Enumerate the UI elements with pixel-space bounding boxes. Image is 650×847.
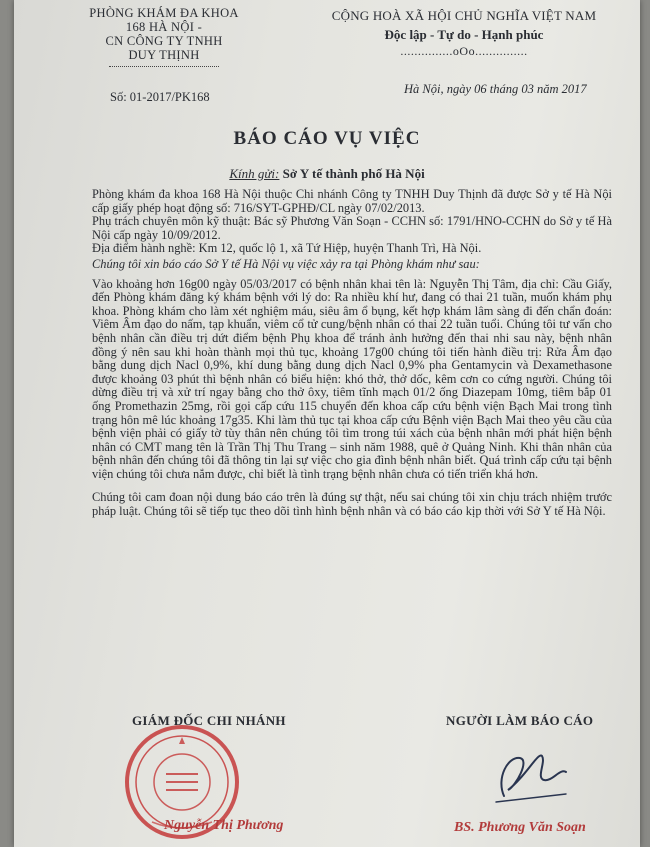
clinic-name-line-1: PHÒNG KHÁM ĐA KHOA: [89, 6, 239, 20]
document-title: BÁO CÁO VỤ VIỆC: [233, 128, 421, 149]
national-motto: Độc lập - Tự do - Hạnh phúc: [384, 27, 544, 42]
paragraph-intro: Chúng tôi xin báo cáo Sở Y tế Hà Nội vụ việc xảy ra tại Phòng khám như sau:: [92, 256, 480, 271]
clinic-header: [84, 6, 244, 67]
paragraph-address: Địa điểm hành nghề: Km 12, quốc lộ 1, xã Tứ Hiệp, huyện Thanh Trì, Hà Nội.: [92, 241, 482, 256]
director-title: GIÁM ĐỐC CHI NHÁNH: [132, 713, 286, 728]
clinic-name-line-3: CN CÔNG TY TNHH: [105, 34, 223, 48]
document-date: Hà Nội, ngày 06 tháng 03 năm 2017: [404, 82, 587, 96]
report-body: [92, 188, 612, 519]
director-name: Nguyễn Thị Phương: [164, 818, 284, 833]
reporter-title: NGƯỜI LÀM BÁO CÁO: [446, 713, 594, 728]
reporter-signature-icon: [486, 738, 576, 808]
header-divider: [109, 66, 219, 67]
recipient-name: Sở Y tế thành phố Hà Nội: [282, 166, 425, 181]
reporter-name: BS. Phương Văn Soạn: [454, 820, 586, 835]
motto-ornament: ...............oOo...............: [400, 44, 528, 58]
recipient-label: Kính gửi:: [229, 166, 280, 181]
national-header: [294, 8, 634, 59]
recipient-line: [14, 166, 640, 182]
paragraph-incident: Vào khoảng hơn 16g00 ngày 05/03/2017 có bệnh nhân khai tên là: Nguyễn Thị Tâm, địa chỉ: Cầu Giấy, đến Phòng khám đăng ký khám bệnh với lý do: Ra nhiều khí hư, đang có thai 21 tuần, muốn khám phụ khoa. Phòng khám cho làm xét nghiệm máu, siêu âm ổ bụng, kết hợp khám lâm sàng đi đến chẩn đoán: Viêm Âm đạo do nấm, tạp khuẩn, viêm cổ tử cung/bệnh nhân có thai 22 tuần tuổi. Chúng tôi tư vấn cho bệnh nhân cần điều trị dứt điểm bệnh Phụ khoa để tránh ảnh hưởng đến thai nhi sau này, bệnh nhân đồng ý nên sau khi hoàn thành mọi thủ tục, khoảng 17g00 chúng tôi tiến hành điều trị: Rửa Âm đạo bằng dung dịch Nacl 0,9%, khí dung bằng dung dịch Nacl 0,9% pha Gentamycin và Dexamethasone được khoảng 03 phút thì bệnh nhân có biểu hiện: khó thở, thở dốc, kêm cơn co cứng người. Chúng tôi dừng điều trị và xử trí ngay bằng cho thở ôxy, tiêm tĩnh mạch 01/2 ống Diazepam 10mg, tiêm bắp 01 ống Promethazin 25mg, rồi gọi cấp cứu 115 chuyển đến khoa cấp cứu bệnh viện Bạch Mai trong tình trạng hôn mê lúc khoảng 17g35. Khi làm thủ tục tại khoa cấp cứu Bệnh viện Bạch Mai theo yêu cầu của bệnh viện phải có giấy tờ tùy thân nên chúng tôi tìm trong túi xách của bệnh nhân mới phát hiện bệnh nhân có CMT mang tên là Trần Thị Thu Trang – sinh năm 1988, quê ở Quảng Ninh. Khi thân nhân của bệnh nhân đến chúng tôi đã thông tin lại sự việc cho gia đình bệnh nhân biết. Quá trình cấp cứu tại bệnh viện chúng tôi chưa nắm được, chỉ biết là tình trạng bệnh nhân chưa có tiến triển khá hơn.: [92, 276, 612, 481]
paragraph-supervisor: Phụ trách chuyên môn kỹ thuật: Bác sỹ Phương Văn Soạn - CCHN số: 1791/HNO-CCHN do Sở y tế Hà Nội cấp ngày 10/09/2012.: [92, 214, 612, 242]
paragraph-commitment: Chúng tôi cam đoan nội dung báo cáo trên là đúng sự thật, nếu sai chúng tôi xin chịu trách nhiệm trước pháp luật. Chúng tôi sẽ tiếp tục theo dõi tình hình bệnh nhân và có báo cáo kịp thời với Sở Y tế Hà Nội.: [92, 490, 612, 519]
clinic-name-line-2: 168 HÀ NỘI -: [125, 20, 203, 34]
document-number: Số: 01-2017/PK168: [110, 90, 210, 104]
paragraph-license: Phòng khám đa khoa 168 Hà Nội thuộc Chi nhánh Công ty TNHH Duy Thịnh đã được Sở y tế Hà Nội cấp giấy phép hoạt động số: 716/SYT-GPHĐ/CL ngày 07/02/2013.: [92, 187, 612, 215]
document-page: [14, 0, 640, 847]
clinic-name-line-4: DUY THỊNH: [128, 48, 200, 62]
country-name: CỘNG HOÀ XÃ HỘI CHỦ NGHĨA VIỆT NAM: [331, 8, 597, 23]
